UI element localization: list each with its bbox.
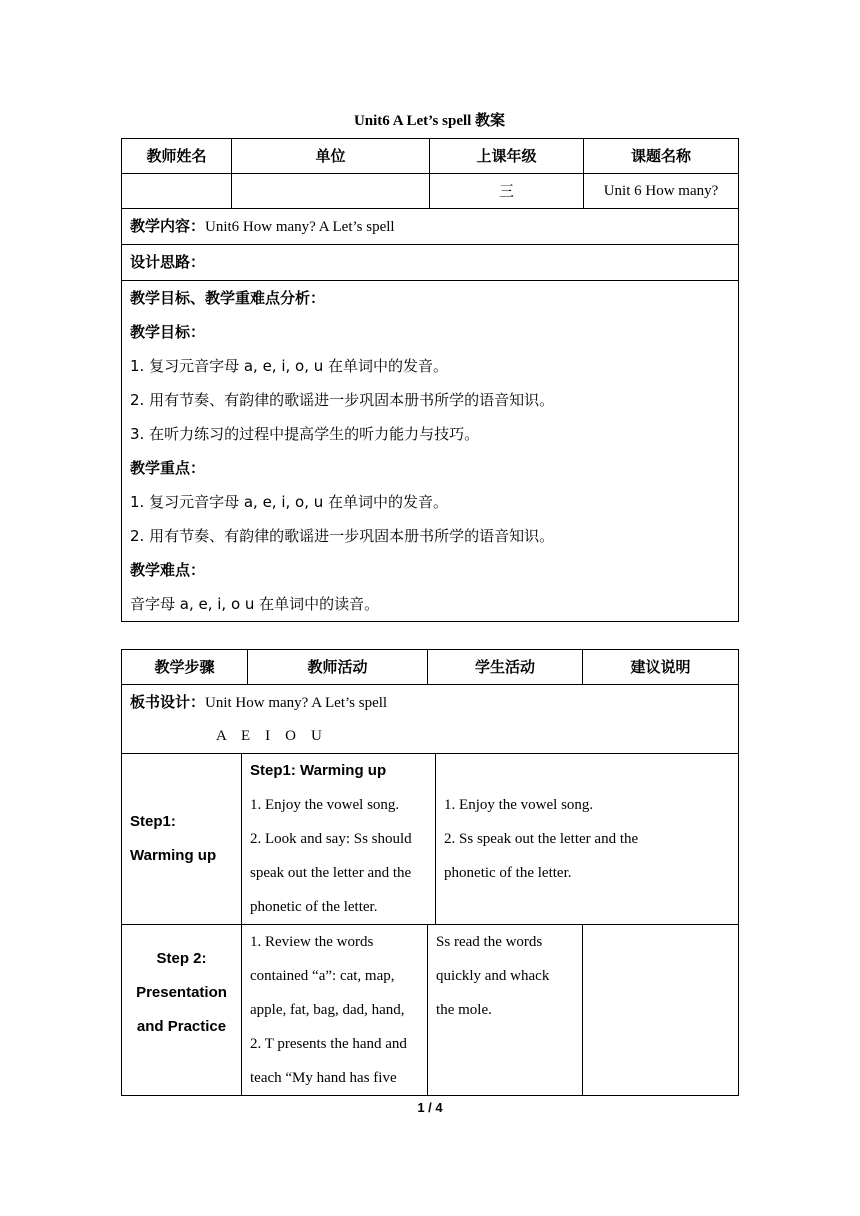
step1-teacher-line: speak out the letter and the [250, 865, 412, 881]
keypoint-item: 2. 用有节奏、有韵律的歌谣进一步巩固本册书所学的语音知识。 [130, 527, 555, 545]
step1-teacher-cell [242, 754, 436, 925]
keypoints-label: 教学重点： [130, 459, 206, 477]
step2-teacher-line: 1. Review the words [250, 934, 374, 950]
content-value: Unit6 How many? A Let’s spell [205, 219, 395, 235]
step2-name-line: Presentation [136, 984, 227, 1001]
step2-student-cell [428, 925, 583, 1096]
grade-value: 三 [430, 174, 584, 209]
step1-name-line: Warming up [130, 847, 217, 864]
design-row [122, 245, 739, 281]
board-value: Unit How many? A Let’s spell [205, 695, 388, 711]
step2-teacher-line: contained “a”: cat, map, [250, 968, 395, 984]
content-row [122, 209, 739, 245]
objective-item: 1. 复习元音字母 a, e, i, o, u 在单词中的发音。 [130, 357, 449, 375]
difficulty-text: 音字母 a, e, i, o u 在单词中的读音。 [130, 595, 380, 613]
step2-teacher-line: 2. T presents the hand and [250, 1036, 407, 1052]
teaching-steps-table [121, 649, 739, 1096]
goals-row [122, 281, 739, 622]
step2-name-line: Step 2: [156, 950, 207, 967]
board-label: 板书设计： [130, 693, 206, 711]
header-teacher-name: 教师姓名 [122, 139, 232, 174]
board-cell [122, 685, 739, 754]
content-label: 教学内容： [130, 217, 206, 235]
title-text: Unit6 A Let’s spell 教案 [353, 113, 506, 129]
step1-student-line: phonetic of the letter. [444, 865, 572, 881]
step1-student-cell [436, 754, 739, 925]
steps-header-row [122, 650, 739, 685]
board-letters: A E I O U [216, 728, 322, 744]
step1-row [122, 754, 739, 925]
content-cell [122, 209, 739, 245]
objective-item: 3. 在听力练习的过程中提高学生的听力能力与技巧。 [130, 425, 480, 443]
step2-teacher-line: apple, fat, bag, dad, hand, [250, 1002, 405, 1018]
step1-teacher-heading: Step1: Warming up [250, 762, 387, 779]
lesson-info-table [121, 138, 739, 622]
header-teacher-activity: 教师活动 [248, 650, 428, 685]
step2-student-line: Ss read the words [436, 934, 543, 950]
step1-student-line: 2. Ss speak out the letter and the [444, 831, 639, 847]
info-header-row [122, 139, 739, 174]
step1-teacher-line: phonetic of the letter. [250, 899, 378, 915]
step2-teacher-line: teach “My hand has five [250, 1070, 397, 1086]
step2-name-line: and Practice [136, 1018, 227, 1035]
header-grade: 上课年级 [430, 139, 584, 174]
step2-row [122, 925, 739, 1096]
header-topic: 课题名称 [584, 139, 739, 174]
keypoint-item: 1. 复习元音字母 a, e, i, o, u 在单词中的发音。 [130, 493, 449, 511]
goals-heading: 教学目标、教学重难点分析： [130, 289, 326, 307]
step1-teacher-line: 2. Look and say: Ss should [250, 831, 412, 847]
goals-cell [122, 281, 739, 622]
step2-notes-cell [583, 925, 739, 1096]
board-row [122, 685, 739, 754]
header-student-activity: 学生活动 [428, 650, 583, 685]
objective-item: 2. 用有节奏、有韵律的歌谣进一步巩固本册书所学的语音知识。 [130, 391, 555, 409]
step2-name-cell [122, 925, 242, 1096]
difficulty-label: 教学难点： [130, 561, 206, 579]
step2-teacher-cell [242, 925, 428, 1096]
unit-value [232, 174, 430, 209]
step2-student-line: quickly and whack [436, 968, 550, 984]
design-label: 设计思路： [130, 253, 206, 271]
objectives-label: 教学目标： [130, 323, 206, 341]
step1-student-line: 1. Enjoy the vowel song. [444, 797, 594, 813]
step1-name-cell [122, 754, 242, 925]
document-title [121, 109, 738, 133]
header-notes: 建议说明 [583, 650, 739, 685]
page-number: 1 / 4 [417, 1100, 443, 1115]
step1-name-line: Step1: [130, 813, 176, 830]
info-value-row [122, 174, 739, 209]
header-unit: 单位 [232, 139, 430, 174]
teacher-name-value [122, 174, 232, 209]
header-steps: 教学步骤 [122, 650, 248, 685]
design-cell [122, 245, 739, 281]
topic-value: Unit 6 How many? [584, 174, 739, 209]
step2-student-line: the mole. [436, 1002, 492, 1018]
step1-teacher-line: 1. Enjoy the vowel song. [250, 797, 400, 813]
